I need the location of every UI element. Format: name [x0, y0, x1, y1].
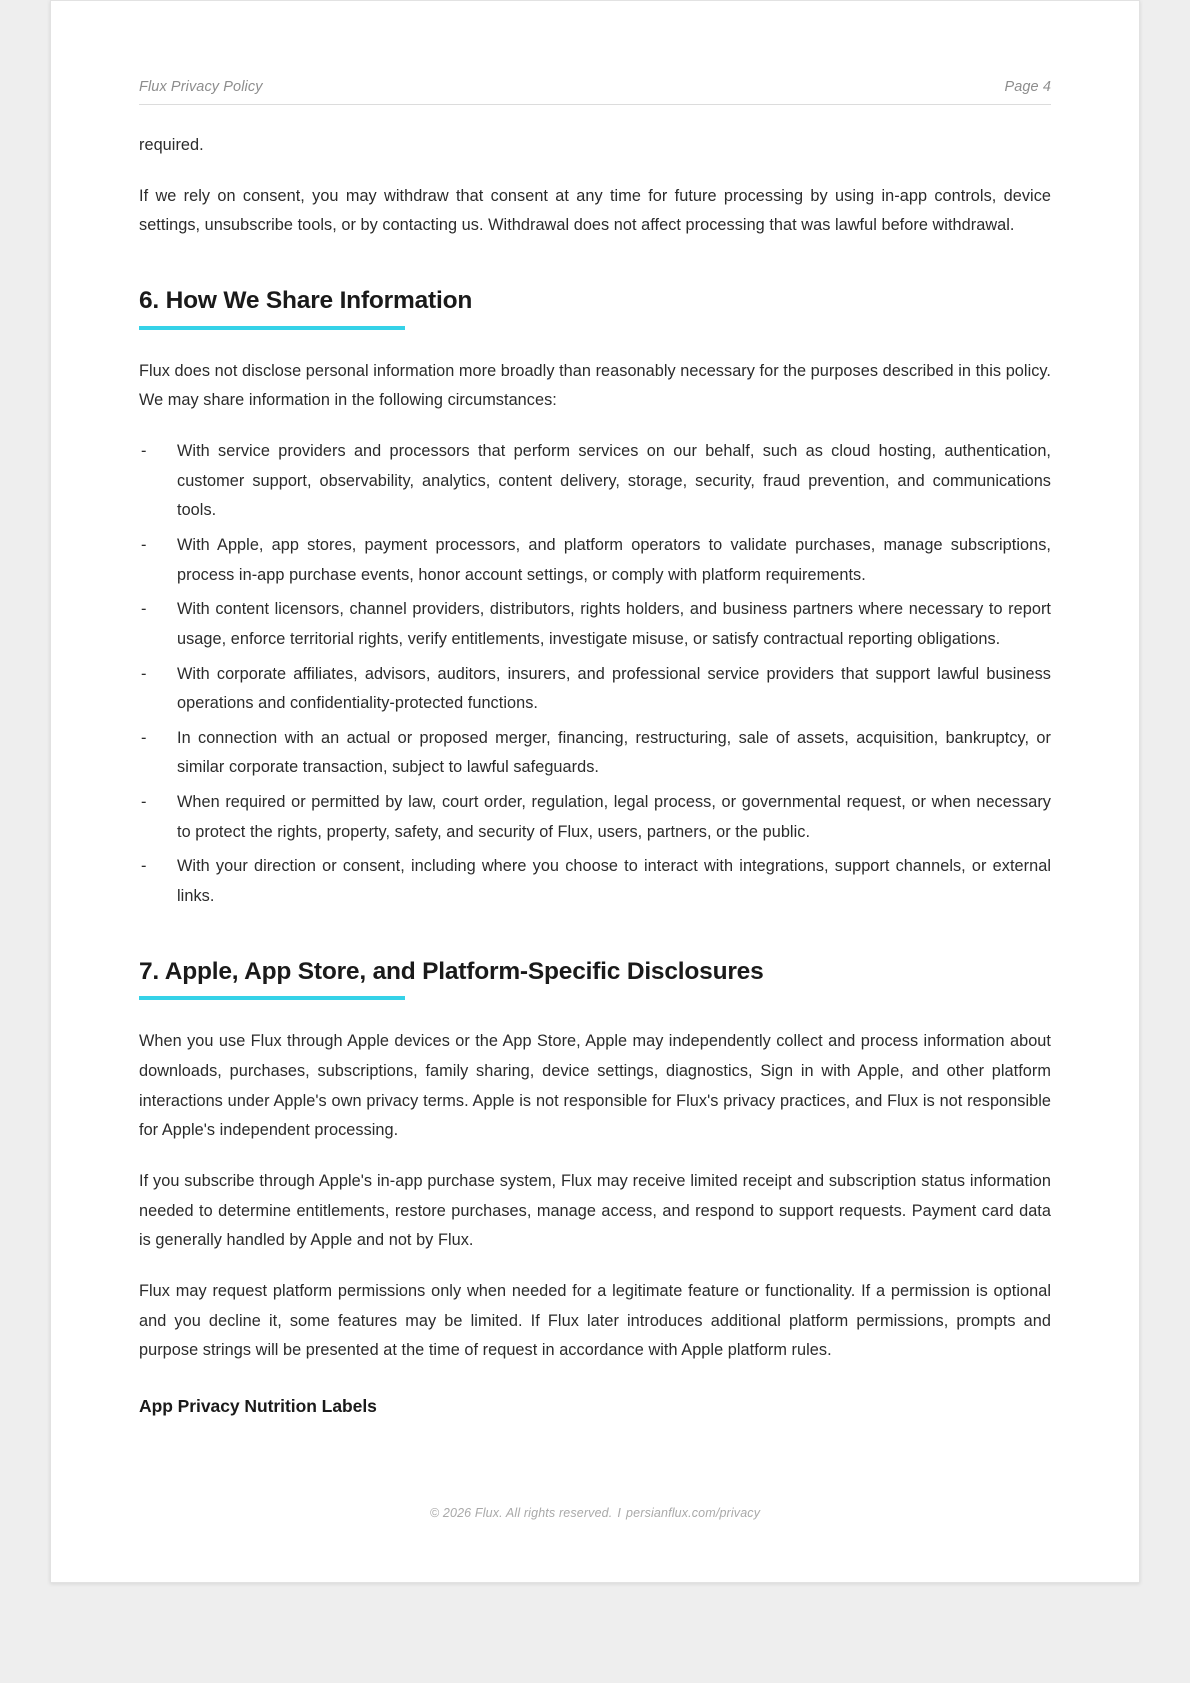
header-page-number: Page 4	[1004, 79, 1051, 95]
section-6-bullet-list	[139, 437, 1051, 912]
dash-bullet-icon: -	[141, 600, 147, 619]
list-item	[139, 660, 1051, 719]
dash-bullet-icon: -	[141, 728, 147, 747]
header-document-title: Flux Privacy Policy	[139, 79, 263, 95]
list-item	[139, 437, 1051, 526]
section-apple-platform-disclosures	[139, 957, 1051, 1417]
list-item	[139, 788, 1051, 847]
list-item	[139, 852, 1051, 911]
section-7-paragraph-1: When you use Flux through Apple devices or the App Store, Apple may independently collect and process information about downloads, purchases, subscriptions, family sharing, device settings, diagnostics, Sign in with Apple, and other platform interactions under Apple's own privacy terms. Apple is not responsible for Flux's privacy practices, and Flux is not responsible for Apple's independent processing.	[139, 1032, 1051, 1140]
continued-paragraph: required.	[139, 136, 204, 154]
list-item-text: When required or permitted by law, court order, regulation, legal process, or governmental request, or when necessary to protect the rights, property, safety, and security of Flux, users, partners, or the public.	[177, 793, 1051, 841]
section-7-paragraph-2: If you subscribe through Apple's in-app purchase system, Flux may receive limited receipt and subscription status information needed to determine entitlements, restore purchases, manage access, and respond to support requests. Payment card data is generally handled by Apple and not by Flux.	[139, 1172, 1051, 1250]
dash-bullet-icon: -	[141, 664, 147, 683]
list-item	[139, 595, 1051, 654]
footer-separator: I	[617, 1506, 622, 1520]
dash-bullet-icon: -	[141, 441, 147, 460]
document-page	[50, 0, 1140, 1583]
list-item	[139, 531, 1051, 590]
page-header	[139, 79, 1051, 105]
section-7-accent-bar	[139, 996, 405, 1000]
list-item-text: With content licensors, channel providers, distributors, rights holders, and business partners where necessary to report usage, enforce territorial rights, verify entitlements, investigate misuse, or satisfy contractual reporting obligations.	[177, 600, 1051, 648]
consent-paragraph: If we rely on consent, you may withdraw that consent at any time for future processing by using in-app controls, device settings, unsubscribe tools, or by contacting us. Withdrawal does not affect processing that was lawful before withdrawal.	[139, 186, 1051, 235]
list-item-text: With corporate affiliates, advisors, auditors, insurers, and professional service providers that support lawful business operations and confidentiality-protected functions.	[177, 664, 1051, 713]
list-item-text: With your direction or consent, including where you choose to interact with integrations, support channels, or external links.	[177, 857, 1051, 906]
section-7-paragraph-3: Flux may request platform permissions only when needed for a legitimate feature or functionality. If a permission is optional and you decline it, some features may be limited. If Flux later introduces additional platform permissions, prompts and purpose strings will be presented at the time of request in accordance with Apple platform rules.	[139, 1281, 1051, 1360]
list-item-text: In connection with an actual or proposed merger, financing, restructuring, sale of assets, acquisition, bankruptcy, or similar corporate transaction, subject to lawful safeguards.	[177, 728, 1051, 777]
page-content	[139, 105, 1051, 1417]
dash-bullet-icon: -	[141, 793, 147, 812]
section-7-subheading: App Privacy Nutrition Labels	[139, 1395, 377, 1416]
dash-bullet-icon: -	[141, 857, 147, 876]
section-6-heading: 6. How We Share Information	[139, 286, 473, 314]
section-6-accent-bar	[139, 326, 405, 330]
dash-bullet-icon: -	[141, 535, 147, 554]
list-item-text: With Apple, app stores, payment processors, and platform operators to validate purchases, manage subscriptions, process in-app purchase events, honor account settings, or comply with platform requirements.	[177, 535, 1051, 584]
section-how-we-share-information	[139, 286, 1051, 912]
section-6-intro-paragraph: Flux does not disclose personal information more broadly than reasonably necessary for the purposes described in this policy. We may share information in the following circumstances:	[139, 361, 1051, 410]
section-7-heading: 7. Apple, App Store, and Platform-Specific Disclosures	[139, 957, 764, 985]
footer-site-url: persianflux.com/privacy	[626, 1506, 761, 1520]
footer-copyright: © 2026 Flux. All rights reserved.	[429, 1506, 613, 1520]
page-footer	[139, 1506, 1051, 1520]
list-item	[139, 724, 1051, 783]
list-item-text: With service providers and processors that perform services on our behalf, such as cloud hosting, authentication, customer support, observability, analytics, content delivery, storage, security, fraud prevention, and communications tools.	[177, 441, 1051, 520]
